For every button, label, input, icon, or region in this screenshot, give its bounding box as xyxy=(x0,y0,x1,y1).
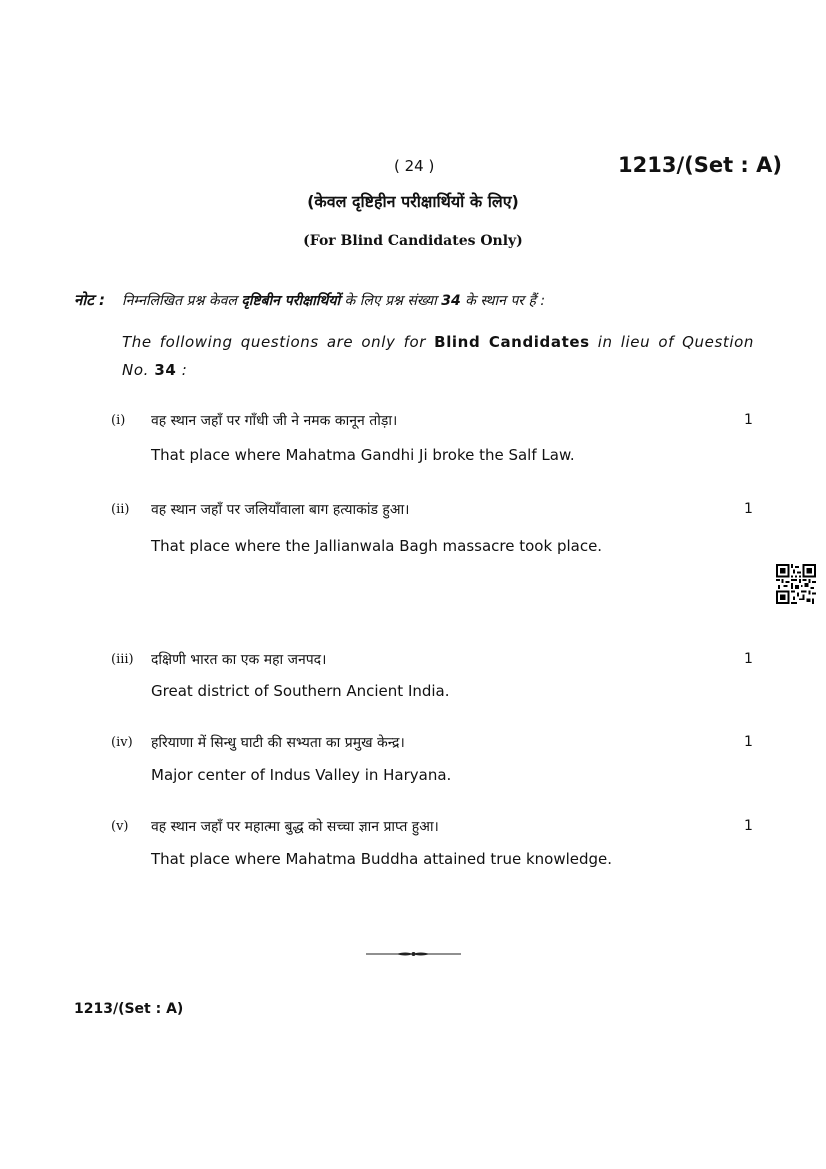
question-hindi: वह स्थान जहाँ पर महात्मा बुद्ध को सच्चा ज्ञान प्राप्त हुआ। xyxy=(151,819,439,835)
note-hindi-text: निम्नलिखित प्रश्न केवल xyxy=(122,293,242,309)
note-english-text: in lieu of Question No. xyxy=(122,333,754,379)
question-hindi: वह स्थान जहाँ पर जलियाँवाला बाग हत्याकांड हुआ। xyxy=(151,502,410,518)
question-marks: 1 xyxy=(744,734,753,750)
note-english-question-number: 34 xyxy=(154,361,177,379)
note-hindi xyxy=(122,291,545,310)
question-english: That place where the Jallianwala Bagh massacre took place. xyxy=(151,537,603,555)
note-hindi-text: के लिए प्रश्न संख्या xyxy=(340,293,442,309)
note-hindi-question-number: 34 xyxy=(441,293,461,309)
note-english-text: : xyxy=(176,361,188,379)
note-english-text: The following questions are only for xyxy=(122,333,435,351)
question-number: (ii) xyxy=(111,502,130,517)
title-english: (For Blind Candidates Only) xyxy=(303,233,523,249)
page-number: ( 24 ) xyxy=(394,157,435,175)
note-english xyxy=(122,328,754,384)
question-english: That place where Mahatma Gandhi Ji broke the Salf Law. xyxy=(151,446,575,464)
end-ornament-icon xyxy=(366,948,461,960)
question-english: Great district of Southern Ancient India. xyxy=(151,682,450,700)
question-marks: 1 xyxy=(744,651,753,667)
note-hindi-bold: दृष्टिबीन परीक्षार्थियों xyxy=(241,293,341,309)
question-marks: 1 xyxy=(744,501,753,517)
title-hindi: (केवल दृष्टिहीन परीक्षार्थियों के लिए) xyxy=(307,192,519,211)
question-english: That place where Mahatma Buddha attained true knowledge. xyxy=(151,850,613,868)
question-hindi: वह स्थान जहाँ पर गाँधी जी ने नमक कानून तोड़ा। xyxy=(151,413,398,429)
qr-code-icon xyxy=(776,564,816,604)
paper-code-footer: 1213/(Set : A) xyxy=(74,1001,184,1017)
note-label: नोट : xyxy=(74,291,105,309)
question-number: (iii) xyxy=(111,652,134,667)
note-hindi-text: के स्थान पर हैं : xyxy=(460,293,546,309)
question-marks: 1 xyxy=(744,818,753,834)
question-marks: 1 xyxy=(744,412,753,428)
question-hindi: दक्षिणी भारत का एक महा जनपद। xyxy=(151,652,327,668)
question-number: (i) xyxy=(111,413,126,428)
question-number: (v) xyxy=(111,819,129,834)
question-number: (iv) xyxy=(111,735,133,750)
paper-code-header: 1213/(Set : A) xyxy=(618,153,782,177)
question-english: Major center of Indus Valley in Haryana. xyxy=(151,766,452,784)
question-hindi: हरियाणा में सिन्धु घाटी की सभ्यता का प्रमुख केन्द्र। xyxy=(151,735,405,751)
note-english-bold: Blind Candidates xyxy=(434,333,590,351)
